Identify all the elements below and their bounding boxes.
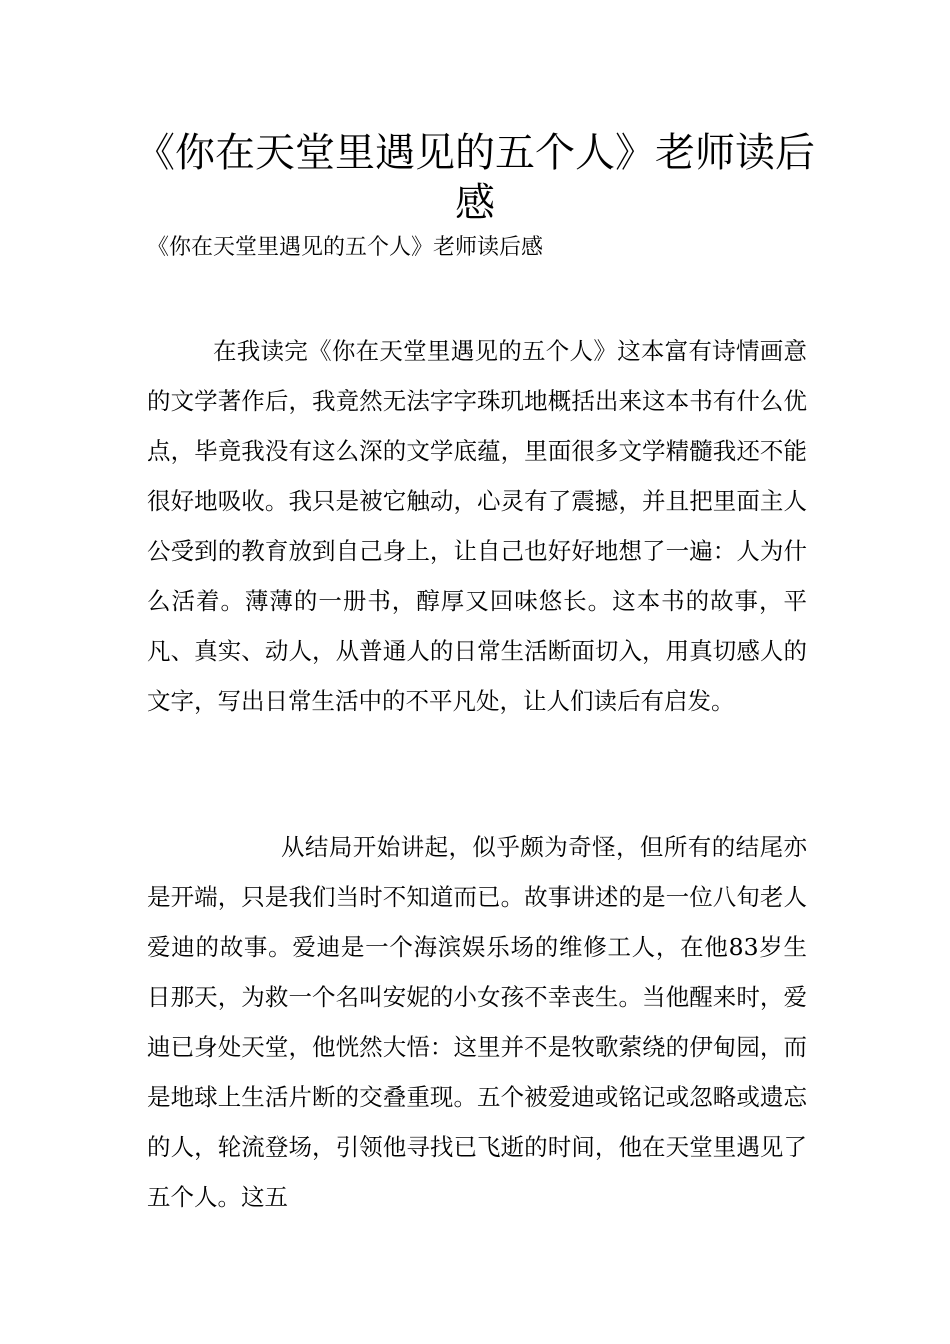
paragraph-1: 在我读完《你在天堂里遇见的五个人》这本富有诗情画意的文学著作后，我竟然无法字字珠玑地概括出来这本书有什么优点，毕竟我没有这么深的文学底蕴，里面很多文学精髓我还不能很好地吸收。我只是被它触动，心灵有了震撼，并且把里面主人公受到的教育放到自己身上，让自己也好好地想了一遍：人为什么活着。薄薄的一册书，醇厚又回味悠长。这本书的故事，平凡、真实、动人，从普通人的日常生活断面切入，用真切感人的文字，写出日常生活中的不平凡处，让人们读后有启发。 xyxy=(147,337,807,715)
paragraph-2: 从结局开始讲起，似乎颇为奇怪，但所有的结尾亦是开端，只是我们当时不知道而已。故事讲述的是一位八旬老人爱迪的故事。爱迪是一个海滨娱乐场的维修工人，在他83岁生日那天，为救一个名叫安妮的小女孩不幸丧生。当他醒来时，爱迪已身处天堂，他恍然大悟：这里并不是牧歌萦绕的伊甸园，而是地球上生活片断的交叠重现。五个被爱迪或铭记或忽略或遗忘的人，轮流登场，引领他寻找已飞逝的时间，他在天堂里遇见了五个人。这五 xyxy=(147,833,807,1211)
document-title: 《你在天堂里遇见的五个人》老师读后感 xyxy=(135,130,815,226)
document-subtitle: 《你在天堂里遇见的五个人》老师读后感 xyxy=(147,235,544,260)
